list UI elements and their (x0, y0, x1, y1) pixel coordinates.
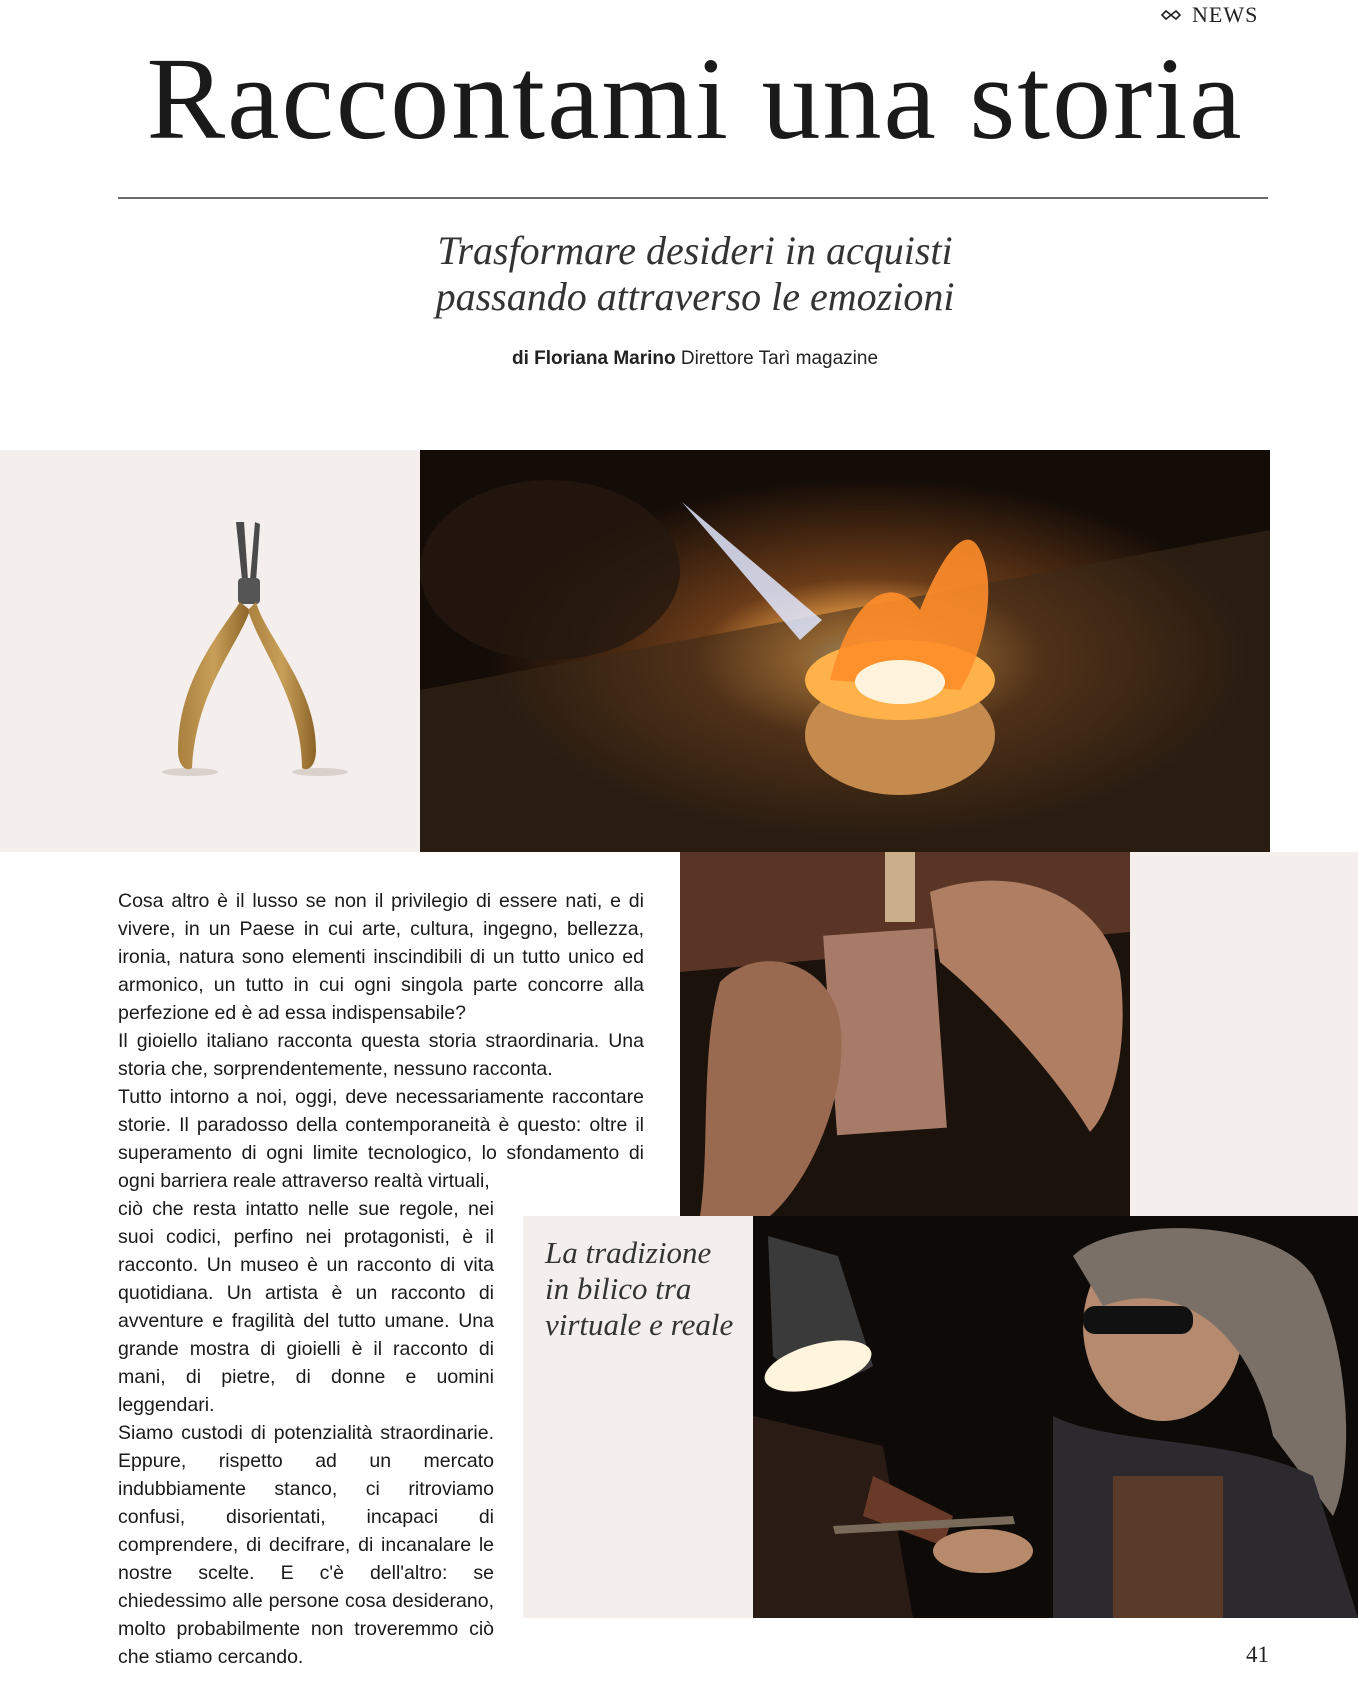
byline-role: Direttore Tarì magazine (680, 348, 879, 369)
pullquote-line-3: virtuale e reale (545, 1307, 734, 1342)
pliers-image (0, 450, 420, 852)
byline-author: di Floriana Marino (511, 348, 676, 369)
article-paragraph: Cosa altro è il lusso se non il privilegio di essere nati, e di vivere, in un Paese in cui arte, cultura, ingegno, bellezza, ironia, natura sono elementi inscindibili di un tutto unico ed armonico, un tutto in cui ogni singola parte concorre alla perfezione ed è ad essa indispensabile? (118, 890, 644, 1024)
pullquote (545, 1235, 745, 1343)
article-body-wide (118, 887, 644, 1195)
page-title: Raccontami una storia (146, 33, 1244, 164)
subtitle-line-1: Trasformare desideri in acquisti (437, 228, 953, 273)
title-divider (118, 197, 1268, 199)
section-label: NEWS (1192, 2, 1259, 27)
torch-melting-photo (420, 450, 1270, 852)
article-body-narrow (118, 1195, 494, 1671)
pliers-panel (0, 450, 420, 852)
hands-workbench-photo (680, 852, 1130, 1216)
pullquote-line-1: La tradizione (545, 1235, 712, 1270)
artisan-woman-photo (753, 1216, 1358, 1618)
article-paragraph: ciò che resta intatto nelle sue regole, nei suoi codici, perfino nei protagonisti, è il racconto. Un museo è un racconto di vita quotidiana. Un artista è un racconto di avventure e fragilità del tutto umane. Una grande mostra di gioielli è il racconto di mani, di pietre, di donne e uomini leggendari. (118, 1198, 494, 1416)
section-tag (1160, 2, 1258, 28)
article-paragraph: Siamo custodi di potenzialità straordinarie. Eppure, rispetto ad un mercato indubbiamente stanco, ci ritroviamo confusi, disorientati, incapaci di comprendere, di decifrare, di incanalare le nostre scelte. E c'è dell'altro: se chiedessimo alle persone cosa desiderano, molto probabilmente non troveremmo ciò che stiamo cercando. (118, 1422, 494, 1668)
right-panel (1130, 852, 1358, 1216)
article-paragraph: Il gioiello italiano racconta questa storia straordinaria. Una storia che, sorprendentemente, nessuno racconta. (118, 1030, 644, 1080)
subtitle-line-2: passando attraverso le emozioni (435, 274, 955, 319)
page-number: 41 (1246, 1642, 1269, 1667)
pullquote-line-2: in bilico tra (545, 1271, 692, 1306)
subtitle (300, 228, 1090, 320)
byline (300, 348, 1090, 370)
article-paragraph: Tutto intorno a noi, oggi, deve necessariamente raccontare storie. Il paradosso della contemporaneità è questo: oltre il superamento di ogni limite tecnologico, lo sfondamento di ogni barriera reale attraverso realtà virtuali, (118, 1086, 644, 1192)
infinity-icon (1160, 9, 1182, 21)
